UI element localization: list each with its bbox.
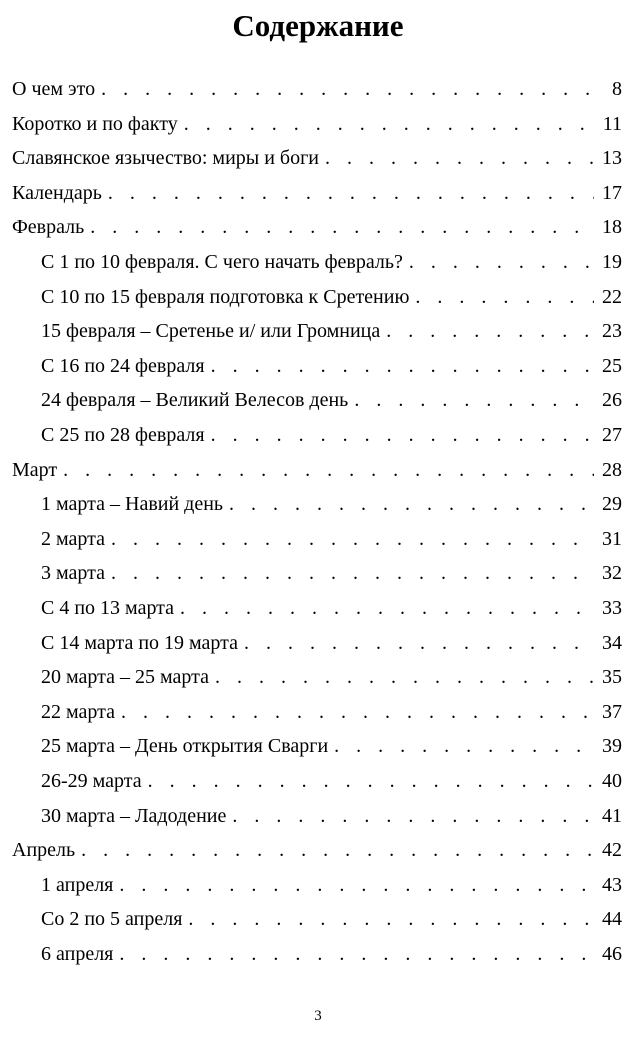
toc-subentry[interactable] <box>41 660 622 694</box>
toc-entry-page: 23 <box>602 320 622 343</box>
toc-entry-page: 27 <box>602 424 622 446</box>
dot-leader <box>81 833 594 867</box>
toc-entry-page: 44 <box>602 908 622 931</box>
toc-entry[interactable] <box>12 210 622 244</box>
toc-entry-page: 11 <box>602 112 622 135</box>
toc-entry[interactable] <box>12 453 622 487</box>
toc-entry-page: 17 <box>602 181 622 204</box>
toc-subentry[interactable] <box>41 418 622 452</box>
toc-entry-page: 13 <box>602 147 622 170</box>
dot-leader <box>232 799 594 833</box>
toc-entry-label: 2 марта <box>41 527 105 550</box>
toc-entry-page: 34 <box>602 631 622 654</box>
toc-entry-label: С 16 по 24 февраля <box>41 354 205 377</box>
toc-entry-label: 30 марта – Ладодение <box>41 804 227 827</box>
dot-leader <box>119 868 594 902</box>
toc-subentry[interactable] <box>41 868 622 902</box>
dot-leader <box>409 245 594 279</box>
toc-entry-label: Февраль <box>12 216 85 239</box>
dot-leader <box>111 556 594 590</box>
dot-leader <box>90 210 594 244</box>
toc-entry-page: 46 <box>602 943 622 965</box>
toc-entry-label: 3 марта <box>41 562 105 585</box>
toc-entry-label: 24 февраля – Великий Велесов день <box>41 389 349 412</box>
dot-leader <box>180 591 594 625</box>
toc-entry-page: 42 <box>602 839 622 862</box>
toc-entry-label: 26-29 марта <box>41 770 142 792</box>
toc-entry-page: 25 <box>602 354 622 377</box>
toc-subentry[interactable] <box>41 764 622 798</box>
toc-subentry[interactable] <box>41 799 622 833</box>
toc-entry-label: 1 марта – Навий день <box>41 493 224 516</box>
toc-entry-label: Март <box>12 458 58 481</box>
toc-subentry[interactable] <box>41 556 622 590</box>
dot-leader <box>229 487 594 521</box>
toc-entry-page: 43 <box>602 873 622 896</box>
toc-entry-label: С 25 по 28 февраля <box>41 424 205 446</box>
dot-leader <box>101 72 594 106</box>
toc-entry-page: 19 <box>602 251 622 273</box>
dot-leader <box>188 902 594 936</box>
toc-subentry[interactable] <box>41 626 622 660</box>
dot-leader <box>119 937 594 971</box>
toc-entry[interactable] <box>12 141 622 175</box>
dot-leader <box>334 729 594 763</box>
toc-entry-page: 29 <box>602 493 622 516</box>
toc-entry-page: 41 <box>602 804 622 827</box>
dot-leader <box>63 453 594 487</box>
toc-entry-page: 37 <box>602 700 622 723</box>
dot-leader <box>325 141 594 175</box>
toc-entry-label: 20 марта – 25 марта <box>41 666 209 689</box>
toc-entry-label: Славянское язычество: миры и боги <box>12 147 320 170</box>
dot-leader <box>354 383 594 417</box>
toc-subentry[interactable] <box>41 314 622 348</box>
toc-entry-page: 33 <box>602 597 622 619</box>
toc-subentry[interactable] <box>41 695 622 729</box>
toc-entry[interactable] <box>12 72 622 106</box>
toc-subentry[interactable] <box>41 349 622 383</box>
toc-entry-page: 32 <box>602 562 622 585</box>
toc-entry-label: С 1 по 10 февраля. С чего начать февраль? <box>41 251 403 273</box>
page-number: 3 <box>314 1008 322 1024</box>
toc-subentry[interactable] <box>41 280 622 314</box>
toc-entry-label: 15 февраля – Сретенье и/ или Громница <box>41 320 381 343</box>
dot-leader <box>415 280 594 314</box>
toc-subentry[interactable] <box>41 729 622 763</box>
toc-entry-page: 31 <box>602 527 622 550</box>
toc-entry-label: 22 марта <box>41 700 115 723</box>
dot-leader <box>111 522 594 556</box>
dot-leader <box>211 349 594 383</box>
toc-entry-page: 22 <box>602 285 622 308</box>
dot-leader <box>211 418 594 452</box>
dot-leader <box>386 314 594 348</box>
toc-entry-page: 26 <box>602 389 622 412</box>
toc-subentry[interactable] <box>41 487 622 521</box>
toc-entry-page: 18 <box>602 216 622 239</box>
page-title: Содержание <box>232 8 404 43</box>
toc-entry[interactable] <box>12 107 622 141</box>
toc-entry-label: 25 марта – День открытия Сварги <box>41 735 329 758</box>
dot-leader <box>184 107 594 141</box>
toc-entry-label: Календарь <box>12 181 102 204</box>
toc-entry[interactable] <box>12 176 622 210</box>
toc-entry-label: С 10 по 15 февраля подготовка к Сретению <box>41 285 410 308</box>
toc-entry-page: 28 <box>602 458 622 481</box>
toc-entry-page: 40 <box>602 770 622 792</box>
toc-entry-label: Со 2 по 5 апреля <box>41 908 183 931</box>
toc-entry-label: О чем это <box>12 78 96 100</box>
dot-leader <box>215 660 594 694</box>
dot-leader <box>121 695 594 729</box>
toc-entry-label: 6 апреля <box>41 943 114 965</box>
toc-subentry[interactable] <box>41 937 622 971</box>
toc-entry-label: С 4 по 13 марта <box>41 597 175 619</box>
toc-subentry[interactable] <box>41 522 622 556</box>
dot-leader <box>244 626 594 660</box>
toc-entry-label: С 14 марта по 19 марта <box>41 631 239 654</box>
toc-entry-page: 39 <box>602 735 622 758</box>
toc-entry-label: Апрель <box>12 839 76 862</box>
toc-subentry[interactable] <box>41 591 622 625</box>
toc-entry-label: 1 апреля <box>41 873 114 896</box>
toc-entry-page: 8 <box>612 78 622 100</box>
toc-subentry[interactable] <box>41 383 622 417</box>
toc-subentry[interactable] <box>41 902 622 936</box>
dot-leader <box>148 764 594 798</box>
toc-entry-page: 35 <box>602 666 622 689</box>
toc-entry[interactable] <box>12 833 622 867</box>
toc-entry-label: Коротко и по факту <box>12 112 178 135</box>
dot-leader <box>108 176 594 210</box>
toc-subentry[interactable] <box>41 245 622 279</box>
